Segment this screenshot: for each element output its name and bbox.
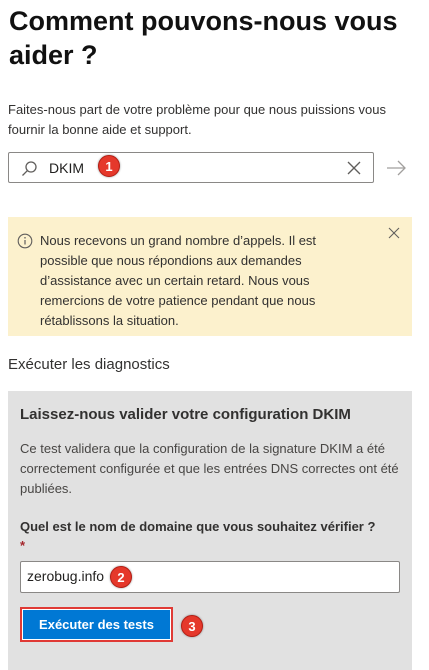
run-tests-button-highlight[interactable] xyxy=(20,607,173,642)
close-icon[interactable] xyxy=(388,227,400,239)
domain-field[interactable] xyxy=(20,561,400,593)
intro-text: Faites-nous part de votre problème pour que nous puissions vous fournir la bonne aide et support. xyxy=(8,102,386,137)
diagnostics-panel xyxy=(8,391,412,670)
search-box[interactable] xyxy=(8,152,374,183)
search-icon xyxy=(21,160,38,177)
domain-question-label: Quel est le nom de domaine que vous souhaitez vérifier ? xyxy=(20,519,376,534)
info-icon xyxy=(17,233,33,249)
search-input[interactable] xyxy=(49,160,339,176)
required-mark: * xyxy=(20,538,26,553)
step-badge-1: 1 xyxy=(98,155,120,177)
step-badge-2: 2 xyxy=(110,566,132,588)
step-badge-3: 3 xyxy=(181,615,203,637)
domain-input[interactable] xyxy=(27,568,387,584)
clear-icon[interactable] xyxy=(347,161,361,175)
run-tests-button[interactable]: Exécuter des tests xyxy=(23,610,170,639)
notice-banner xyxy=(8,217,412,336)
page-title: Comment pouvons-nous vous aider ? xyxy=(9,6,398,70)
panel-description: Ce test validera que la configuration de la signature DKIM a été correctement configurée et que les entrées DNS correctes ont été publiées. xyxy=(20,441,399,496)
panel-title: Laissez-nous valider votre configuration DKIM xyxy=(20,406,351,423)
notice-text: Nous recevons un grand nombre d’appels. Il est possible que nous répondions aux demandes d’assistance avec un certain retard. Nous vous remercions de votre patience pendant que nous rétablissons la situation. xyxy=(40,233,317,328)
section-heading: Exécuter les diagnostics xyxy=(8,356,170,373)
arrow-right-icon[interactable] xyxy=(384,156,408,180)
